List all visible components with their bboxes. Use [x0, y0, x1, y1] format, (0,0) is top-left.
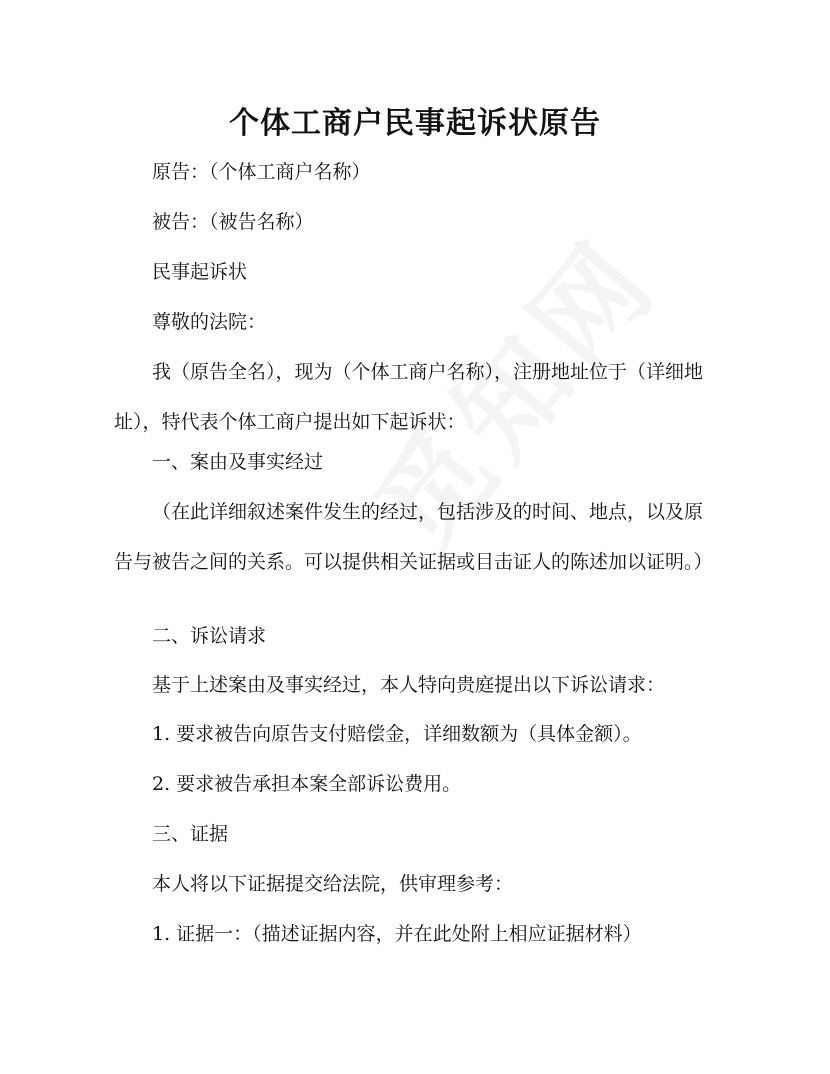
- facts-paragraph: （在此详细叙述案件发生的经过，包括涉及的时间、地点，以及原告与被告之间的关系。可以提供相关证据或目击证人的陈述加以证明。）: [114, 501, 713, 573]
- evidence-item-1: 1. 证据一：（描述证据内容，并在此处附上相应证据材料）: [152, 923, 642, 945]
- claim-item-1: 1. 要求被告向原告支付赔偿金，详细数额为（具体金额）。: [152, 723, 642, 745]
- defendant-line: 被告：（被告名称）: [152, 211, 314, 233]
- claim-item-2: 2. 要求被告承担本案全部诉讼费用。: [152, 773, 462, 795]
- doc-type-line: 民事起诉状: [152, 261, 248, 283]
- evidence-intro: 本人将以下证据提交给法院，供审理参考：: [152, 873, 514, 895]
- plaintiff-line: 原告：（个体工商户名称）: [152, 161, 371, 183]
- section-heading-evidence: 三、证据: [152, 823, 229, 845]
- intro-paragraph: 我（原告全名），现为（个体工商户名称），注册地址位于（详细地址），特代表个体工商户提出如下起诉状：: [114, 361, 704, 433]
- salutation: 尊敬的法院：: [152, 311, 267, 333]
- claims-intro: 基于上述案由及事实经过，本人特向贵庭提出以下诉讼请求：: [152, 674, 666, 696]
- section-heading-claims: 二、诉讼请求: [152, 625, 267, 647]
- section-heading-facts: 一、案由及事实经过: [152, 451, 324, 473]
- document-title: 个体工商户民事起诉状原告: [229, 106, 601, 141]
